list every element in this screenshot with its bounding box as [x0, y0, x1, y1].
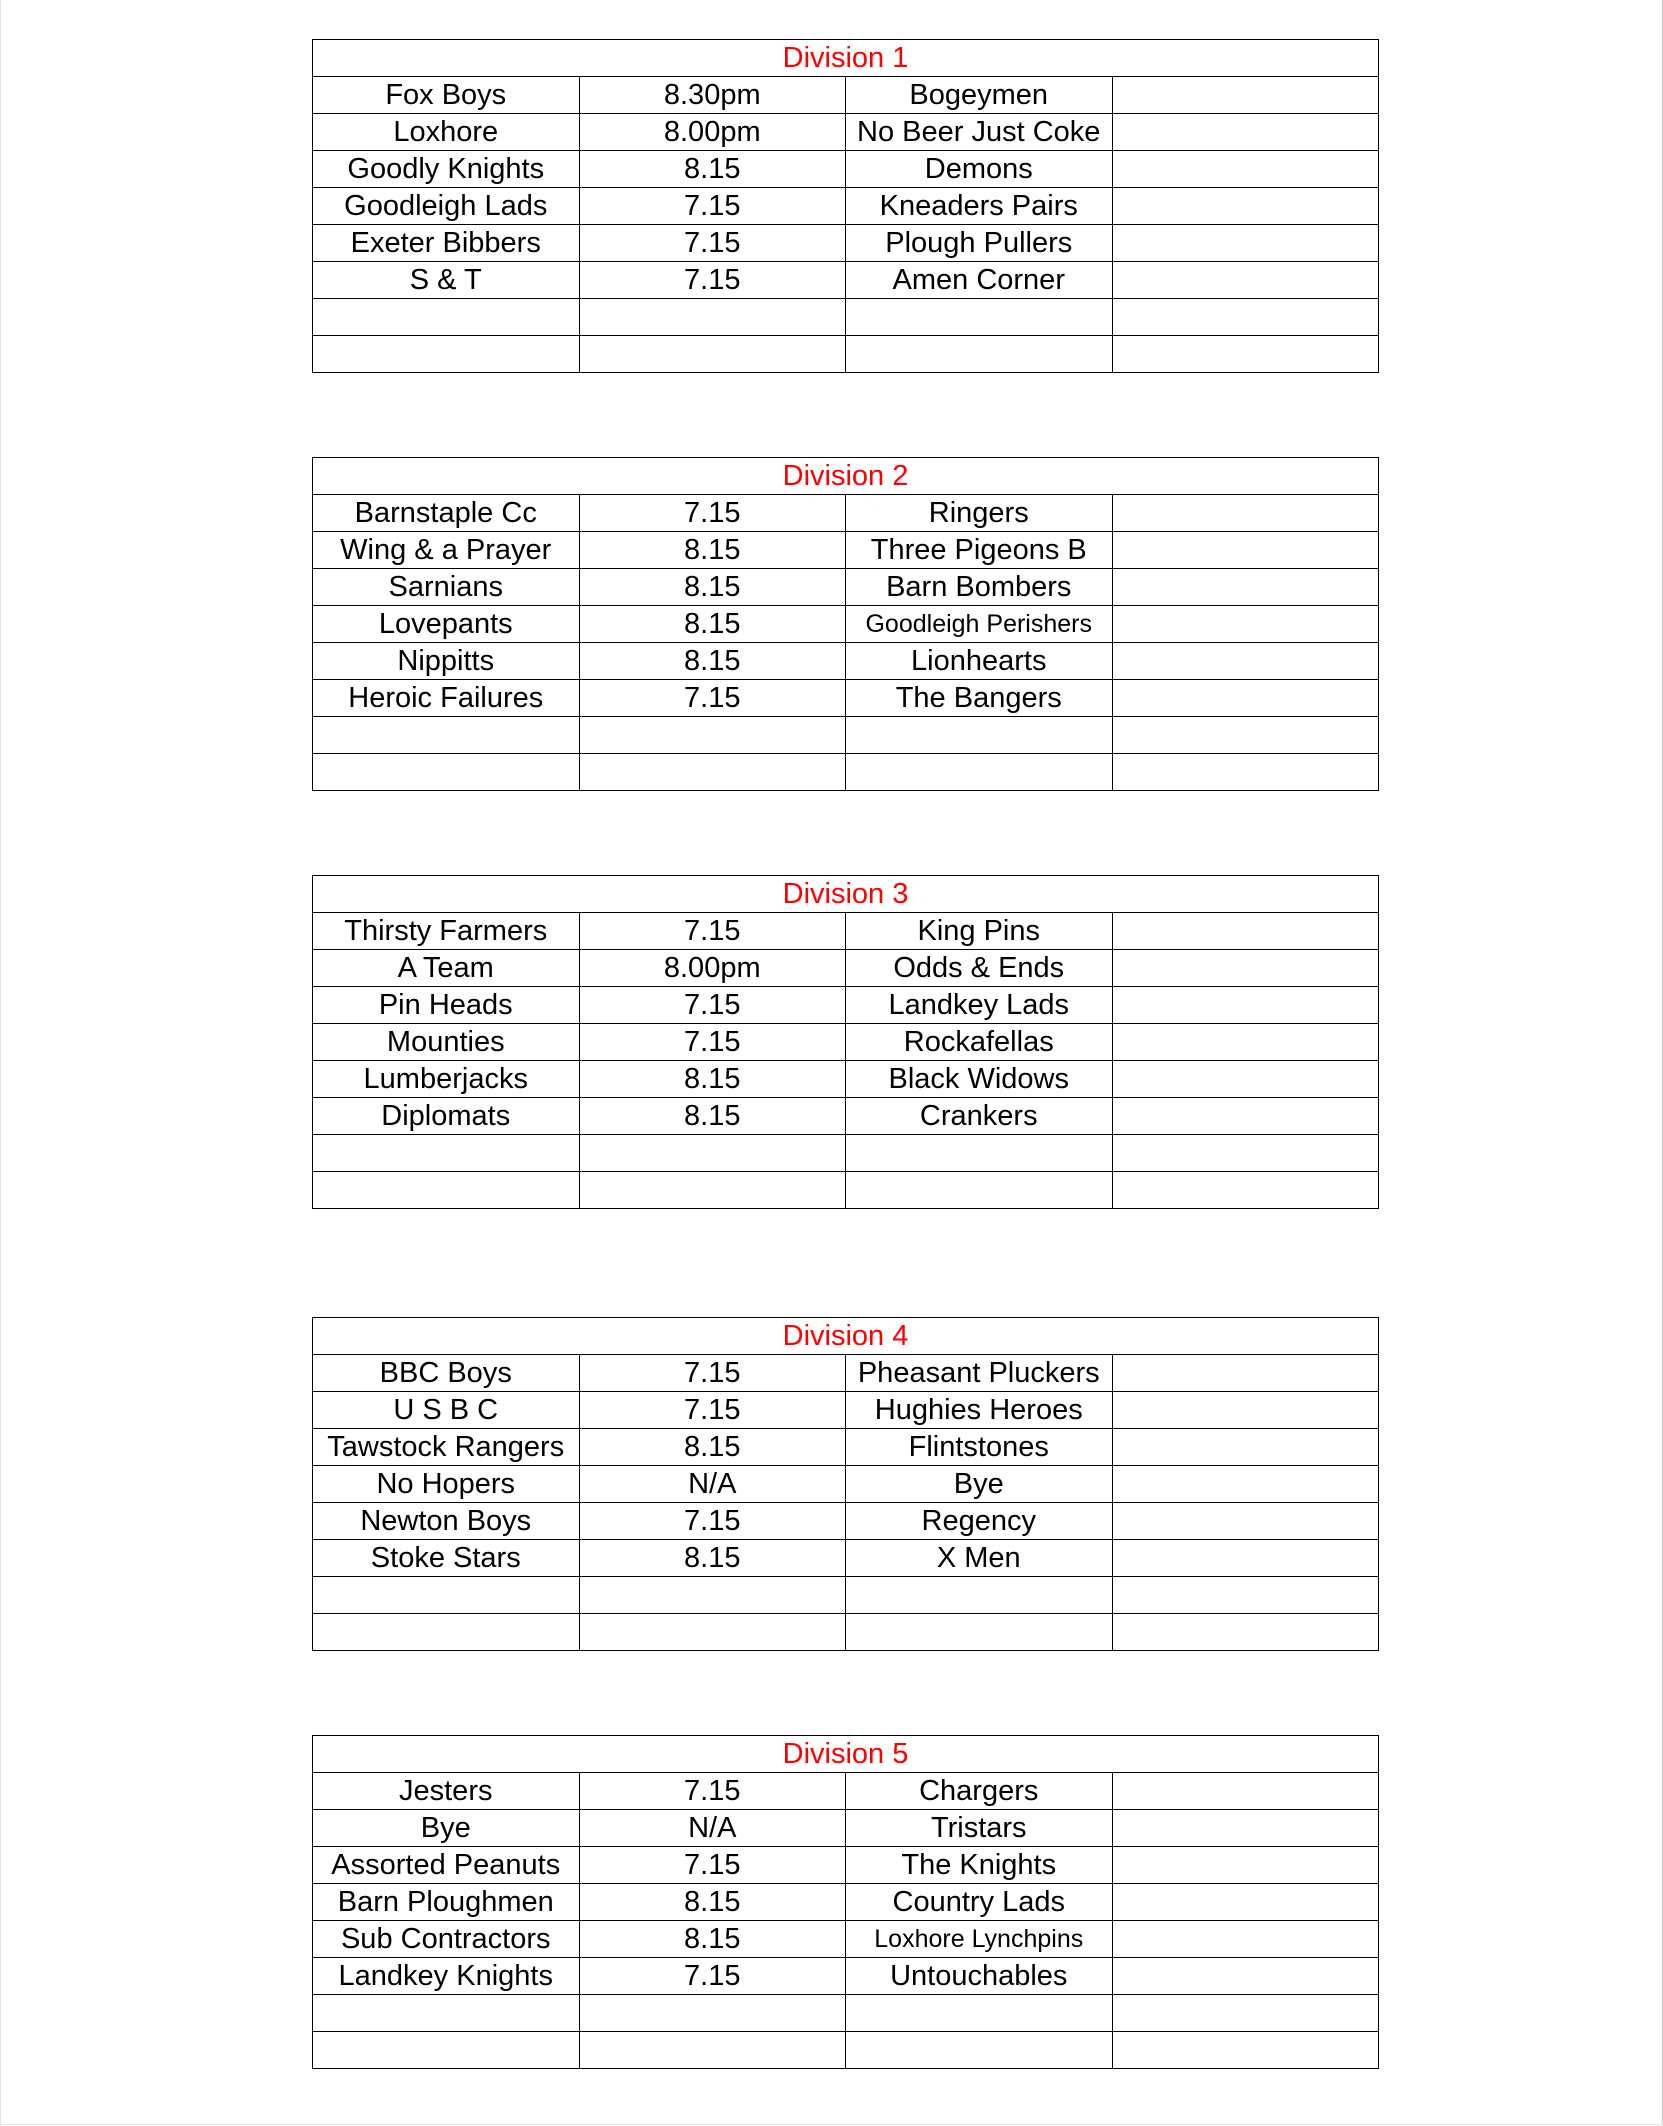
fixture-row	[313, 1884, 1379, 1921]
fixture-extra	[1112, 1614, 1379, 1651]
fixture-away: Bogeymen	[846, 77, 1113, 114]
fixture-away	[846, 1577, 1113, 1614]
fixture-extra	[1112, 1773, 1379, 1810]
fixture-time: 8.15	[579, 643, 846, 680]
fixture-home: Goodleigh Lads	[313, 188, 580, 225]
division-3	[312, 875, 1378, 1209]
fixture-away: Loxhore Lynchpins	[846, 1921, 1113, 1958]
fixture-away: The Bangers	[846, 680, 1113, 717]
fixture-home: Lovepants	[313, 606, 580, 643]
fixture-away: Black Widows	[846, 1061, 1113, 1098]
division-title-row	[313, 458, 1379, 495]
division-title-row	[313, 876, 1379, 913]
fixture-row	[313, 1540, 1379, 1577]
fixture-extra	[1112, 680, 1379, 717]
fixture-away: Kneaders Pairs	[846, 188, 1113, 225]
fixture-home: Stoke Stars	[313, 1540, 580, 1577]
fixture-extra	[1112, 950, 1379, 987]
fixture-row	[313, 1503, 1379, 1540]
fixture-row	[313, 1135, 1379, 1172]
fixture-away	[846, 754, 1113, 791]
fixture-extra	[1112, 987, 1379, 1024]
fixture-time: 8.15	[579, 569, 846, 606]
fixture-row	[313, 1392, 1379, 1429]
fixture-home	[313, 1135, 580, 1172]
fixture-time: 8.15	[579, 1884, 846, 1921]
fixture-extra	[1112, 1577, 1379, 1614]
fixture-time: 8.30pm	[579, 77, 846, 114]
fixture-home: Loxhore	[313, 114, 580, 151]
fixture-time	[579, 1995, 846, 2032]
fixture-home: Pin Heads	[313, 987, 580, 1024]
fixture-extra	[1112, 1024, 1379, 1061]
fixture-away: Pheasant Pluckers	[846, 1355, 1113, 1392]
fixture-home: Bye	[313, 1810, 580, 1847]
fixture-extra	[1112, 1921, 1379, 1958]
fixture-row	[313, 1958, 1379, 1995]
fixture-row	[313, 151, 1379, 188]
fixture-row	[313, 1773, 1379, 1810]
division-table	[312, 875, 1379, 1209]
fixture-home: Sub Contractors	[313, 1921, 580, 1958]
fixture-time: 7.15	[579, 1355, 846, 1392]
fixture-row	[313, 1995, 1379, 2032]
fixture-time: 7.15	[579, 1024, 846, 1061]
fixture-row	[313, 188, 1379, 225]
fixture-row	[313, 1466, 1379, 1503]
fixture-time: N/A	[579, 1466, 846, 1503]
fixture-home: Mounties	[313, 1024, 580, 1061]
fixture-time: 8.15	[579, 532, 846, 569]
fixture-home: Goodly Knights	[313, 151, 580, 188]
division-table	[312, 1735, 1379, 2069]
division-title: Division 3	[313, 876, 1379, 913]
fixture-row	[313, 1061, 1379, 1098]
fixture-row	[313, 680, 1379, 717]
fixture-away: Flintstones	[846, 1429, 1113, 1466]
fixture-home: Tawstock Rangers	[313, 1429, 580, 1466]
fixture-away: Ringers	[846, 495, 1113, 532]
fixture-extra	[1112, 1810, 1379, 1847]
fixture-time: 8.15	[579, 151, 846, 188]
fixture-row	[313, 495, 1379, 532]
fixture-away: Plough Pullers	[846, 225, 1113, 262]
fixture-time: 8.15	[579, 1429, 846, 1466]
fixture-extra	[1112, 1995, 1379, 2032]
fixture-away: Bye	[846, 1466, 1113, 1503]
fixture-away: Three Pigeons B	[846, 532, 1113, 569]
fixture-row	[313, 2032, 1379, 2069]
fixture-row	[313, 1024, 1379, 1061]
fixture-row	[313, 1847, 1379, 1884]
fixture-away: Goodleigh Perishers	[846, 606, 1113, 643]
fixture-home: S & T	[313, 262, 580, 299]
fixture-away: Barn Bombers	[846, 569, 1113, 606]
fixture-extra	[1112, 1098, 1379, 1135]
fixture-time	[579, 717, 846, 754]
fixture-extra	[1112, 1958, 1379, 1995]
fixture-time: 7.15	[579, 262, 846, 299]
fixture-extra	[1112, 606, 1379, 643]
fixture-row	[313, 532, 1379, 569]
fixture-extra	[1112, 913, 1379, 950]
fixture-row	[313, 1429, 1379, 1466]
division-table	[312, 39, 1379, 373]
fixture-extra	[1112, 1355, 1379, 1392]
fixture-row	[313, 569, 1379, 606]
fixture-home: A Team	[313, 950, 580, 987]
fixture-time	[579, 754, 846, 791]
fixture-row	[313, 754, 1379, 791]
fixture-row	[313, 1355, 1379, 1392]
fixture-time	[579, 299, 846, 336]
fixture-home: Heroic Failures	[313, 680, 580, 717]
fixture-home: Lumberjacks	[313, 1061, 580, 1098]
fixture-time: 8.15	[579, 606, 846, 643]
fixture-extra	[1112, 336, 1379, 373]
fixture-row	[313, 987, 1379, 1024]
division-2	[312, 457, 1378, 791]
fixture-away: Demons	[846, 151, 1113, 188]
fixture-extra	[1112, 114, 1379, 151]
fixture-row	[313, 1172, 1379, 1209]
fixture-row	[313, 717, 1379, 754]
fixture-away: Untouchables	[846, 1958, 1113, 1995]
fixture-away: Landkey Lads	[846, 987, 1113, 1024]
fixture-row	[313, 643, 1379, 680]
fixture-away: Amen Corner	[846, 262, 1113, 299]
division-table	[312, 1317, 1379, 1651]
fixture-time: 7.15	[579, 913, 846, 950]
fixture-extra	[1112, 1847, 1379, 1884]
fixture-time: 7.15	[579, 1773, 846, 1810]
division-4	[312, 1317, 1378, 1651]
fixture-time: N/A	[579, 1810, 846, 1847]
fixture-away	[846, 1995, 1113, 2032]
fixture-time	[579, 1135, 846, 1172]
division-title-row	[313, 40, 1379, 77]
fixture-away: Chargers	[846, 1773, 1113, 1810]
fixture-home	[313, 2032, 580, 2069]
fixture-home	[313, 299, 580, 336]
fixture-away: No Beer Just Coke	[846, 114, 1113, 151]
fixture-home: Nippitts	[313, 643, 580, 680]
fixture-time	[579, 336, 846, 373]
fixture-away	[846, 1172, 1113, 1209]
fixture-row	[313, 225, 1379, 262]
fixture-home	[313, 1614, 580, 1651]
fixture-extra	[1112, 1466, 1379, 1503]
fixture-away: Lionhearts	[846, 643, 1113, 680]
fixture-home: No Hopers	[313, 1466, 580, 1503]
fixture-extra	[1112, 1884, 1379, 1921]
fixture-time: 8.15	[579, 1098, 846, 1135]
fixture-time	[579, 1172, 846, 1209]
fixture-away: King Pins	[846, 913, 1113, 950]
fixture-away	[846, 1614, 1113, 1651]
division-title: Division 4	[313, 1318, 1379, 1355]
fixture-row	[313, 950, 1379, 987]
fixture-row	[313, 913, 1379, 950]
division-title: Division 5	[313, 1736, 1379, 1773]
fixture-extra	[1112, 1429, 1379, 1466]
fixture-extra	[1112, 569, 1379, 606]
fixture-time: 7.15	[579, 680, 846, 717]
fixture-home: U S B C	[313, 1392, 580, 1429]
fixture-extra	[1112, 262, 1379, 299]
fixture-time: 8.15	[579, 1921, 846, 1958]
fixture-home: Diplomats	[313, 1098, 580, 1135]
fixture-time: 8.15	[579, 1540, 846, 1577]
fixture-home	[313, 336, 580, 373]
fixture-home: Exeter Bibbers	[313, 225, 580, 262]
fixture-extra	[1112, 1392, 1379, 1429]
division-1	[312, 39, 1378, 373]
fixture-home: Sarnians	[313, 569, 580, 606]
fixture-extra	[1112, 299, 1379, 336]
fixture-extra	[1112, 1540, 1379, 1577]
fixture-time: 7.15	[579, 225, 846, 262]
fixture-home	[313, 717, 580, 754]
fixture-home	[313, 1577, 580, 1614]
fixture-row	[313, 114, 1379, 151]
fixture-away: The Knights	[846, 1847, 1113, 1884]
fixture-extra	[1112, 1061, 1379, 1098]
fixture-home: Assorted Peanuts	[313, 1847, 580, 1884]
fixture-extra	[1112, 532, 1379, 569]
fixture-away	[846, 717, 1113, 754]
fixture-home	[313, 1172, 580, 1209]
fixture-home: Barn Ploughmen	[313, 1884, 580, 1921]
fixture-away: Hughies Heroes	[846, 1392, 1113, 1429]
fixture-extra	[1112, 151, 1379, 188]
fixture-time: 7.15	[579, 1958, 846, 1995]
fixture-extra	[1112, 188, 1379, 225]
fixture-away: Regency	[846, 1503, 1113, 1540]
fixture-away	[846, 299, 1113, 336]
fixture-time: 7.15	[579, 1847, 846, 1884]
fixture-row	[313, 1577, 1379, 1614]
fixture-row	[313, 299, 1379, 336]
fixture-time: 8.00pm	[579, 950, 846, 987]
fixture-home: BBC Boys	[313, 1355, 580, 1392]
fixture-extra	[1112, 1172, 1379, 1209]
division-title-row	[313, 1318, 1379, 1355]
division-table	[312, 457, 1379, 791]
fixture-row	[313, 606, 1379, 643]
fixture-away: Crankers	[846, 1098, 1113, 1135]
fixture-away: Rockafellas	[846, 1024, 1113, 1061]
fixture-extra	[1112, 2032, 1379, 2069]
fixture-time: 7.15	[579, 987, 846, 1024]
fixture-row	[313, 262, 1379, 299]
fixture-time: 7.15	[579, 1392, 846, 1429]
fixture-extra	[1112, 77, 1379, 114]
division-title: Division 1	[313, 40, 1379, 77]
fixture-row	[313, 1810, 1379, 1847]
division-title-row	[313, 1736, 1379, 1773]
fixture-row	[313, 77, 1379, 114]
division-title: Division 2	[313, 458, 1379, 495]
fixture-time: 8.15	[579, 1061, 846, 1098]
fixture-home: Jesters	[313, 1773, 580, 1810]
fixture-time	[579, 1577, 846, 1614]
fixture-away: X Men	[846, 1540, 1113, 1577]
fixture-row	[313, 1921, 1379, 1958]
fixture-home: Wing & a Prayer	[313, 532, 580, 569]
fixture-time	[579, 2032, 846, 2069]
fixture-home	[313, 1995, 580, 2032]
fixture-time	[579, 1614, 846, 1651]
fixture-time: 7.15	[579, 188, 846, 225]
fixture-away: Country Lads	[846, 1884, 1113, 1921]
fixture-extra	[1112, 1503, 1379, 1540]
fixture-away	[846, 2032, 1113, 2069]
fixture-extra	[1112, 1135, 1379, 1172]
fixture-extra	[1112, 643, 1379, 680]
fixture-row	[313, 336, 1379, 373]
fixture-home: Landkey Knights	[313, 1958, 580, 1995]
division-5	[312, 1735, 1378, 2069]
fixture-extra	[1112, 754, 1379, 791]
fixture-home	[313, 754, 580, 791]
fixture-home: Newton Boys	[313, 1503, 580, 1540]
fixture-time: 7.15	[579, 495, 846, 532]
fixture-extra	[1112, 225, 1379, 262]
fixture-home: Thirsty Farmers	[313, 913, 580, 950]
fixture-away	[846, 1135, 1113, 1172]
fixture-time: 7.15	[579, 1503, 846, 1540]
fixture-home: Fox Boys	[313, 77, 580, 114]
fixture-row	[313, 1614, 1379, 1651]
fixture-time: 8.00pm	[579, 114, 846, 151]
fixture-extra	[1112, 717, 1379, 754]
fixture-extra	[1112, 495, 1379, 532]
fixture-home: Barnstaple Cc	[313, 495, 580, 532]
fixture-away: Odds & Ends	[846, 950, 1113, 987]
fixture-away: Tristars	[846, 1810, 1113, 1847]
fixture-row	[313, 1098, 1379, 1135]
fixture-away	[846, 336, 1113, 373]
